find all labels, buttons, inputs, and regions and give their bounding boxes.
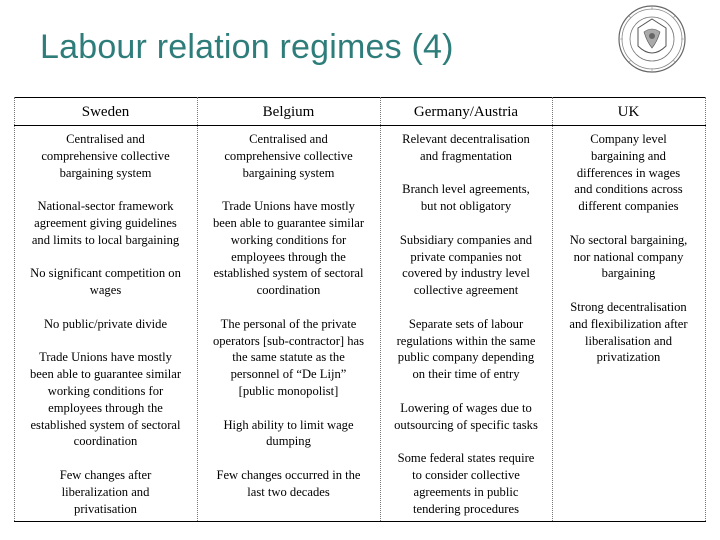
column-germany-austria [380,131,552,517]
slide-title: Labour relation regimes (4) [40,28,454,66]
table-cell: Few changes occurred in the [216,467,361,482]
table-cell: outsourcing of specific tasks [394,417,538,432]
table-cell: employees through the [231,249,346,264]
table-cell: Branch level agreements, [402,182,530,197]
table-cell: Company level [590,132,667,146]
table-cell: last two decades [247,484,330,499]
table-cell: differences in wages [576,165,681,180]
table-cell: been able to guarantee similar [29,367,182,382]
table-cell: No public/private divide [43,316,168,331]
table-cell: coordination [256,283,321,298]
table-cell: coordination [73,434,138,449]
table-cell: the same statute as the [232,350,345,365]
table-cell: nor national company [573,249,684,264]
table-cell: and conditions across [574,182,683,197]
table-cell: Separate sets of labour [408,316,524,331]
table-cell: wages [89,283,122,298]
table-cell: established system of sectoral [30,417,181,432]
table-cell: liberalization and [61,484,150,499]
table-cell: Strong decentralisation [570,299,687,314]
table-cell: bargaining system [242,165,335,180]
table-cell: Lowering of wages due to [400,400,532,415]
table-cell: and fragmentation [420,148,512,163]
table-divider [705,97,706,521]
table-cell: and limits to local bargaining [31,232,180,247]
table-cell: different companies [578,199,679,214]
university-seal-icon [617,4,687,74]
table-cell: covered by industry level [402,266,530,281]
table-cell: Centralised and [249,132,328,146]
table-cell: Trade Unions have mostly [222,199,355,214]
table-cell: agreement giving guidelines [34,215,177,230]
table-header-rule [14,125,706,126]
table-cell: bargaining and [591,148,666,163]
table-cell: privatization [596,350,661,365]
table-cell: National-sector framework [37,199,174,214]
table-cell: comprehensive collective [41,148,170,163]
table-cell: High ability to limit wage [223,417,354,432]
table-cell: liberalisation and [584,333,673,348]
table-cell: privatisation [74,501,137,516]
table-cell: Centralised and [66,132,145,146]
table-cell: [public monopolist] [238,383,339,398]
table-cell: but not obligatory [420,199,512,214]
table-cell: working conditions for [230,232,347,247]
table-cell: operators [sub-contractor] has [212,333,365,348]
table-cell: personnel of “De Lijn” [230,367,347,382]
column-header-belgium: Belgium [262,104,315,120]
table-cell: regulations within the same [396,333,536,348]
table-cell: No significant competition on [30,266,181,281]
column-uk [552,131,705,366]
table-cell: comprehensive collective [224,148,353,163]
table-cell: bargaining [601,266,656,281]
table-cell: Subsidiary companies and [399,232,533,247]
column-belgium [197,131,380,501]
table-top-rule [14,97,706,98]
table-cell: The personal of the private [220,316,357,331]
table-cell: established system of sectoral [213,266,364,281]
table-cell: collective agreement [413,283,519,298]
table-cell: to consider collective [412,467,520,482]
table-cell: and flexibilization after [569,316,688,331]
table-cell: Trade Unions have mostly [39,350,172,365]
table-cell: private companies not [410,249,522,264]
column-header-germany-austria: Germany/Austria [413,104,519,120]
table-cell: dumping [266,434,311,449]
table-cell: Some federal states require [397,451,535,466]
table-cell: Relevant decentralisation [402,132,530,146]
table-cell: employees through the [48,400,163,415]
table-bottom-rule [14,521,706,522]
table-cell: Few changes after [59,467,152,482]
table-cell: No sectoral bargaining, [569,232,688,247]
table-cell: been able to guarantee similar [212,215,365,230]
column-sweden [14,131,197,517]
column-header-sweden: Sweden [81,104,130,120]
table-cell: tendering procedures [413,501,519,516]
table-cell: working conditions for [47,383,164,398]
table-cell: on their time of entry [412,367,520,382]
table-cell: bargaining system [59,165,152,180]
column-header-uk: UK [617,104,640,120]
table-cell: public company depending [397,350,535,365]
table-cell: agreements in public [413,484,519,499]
